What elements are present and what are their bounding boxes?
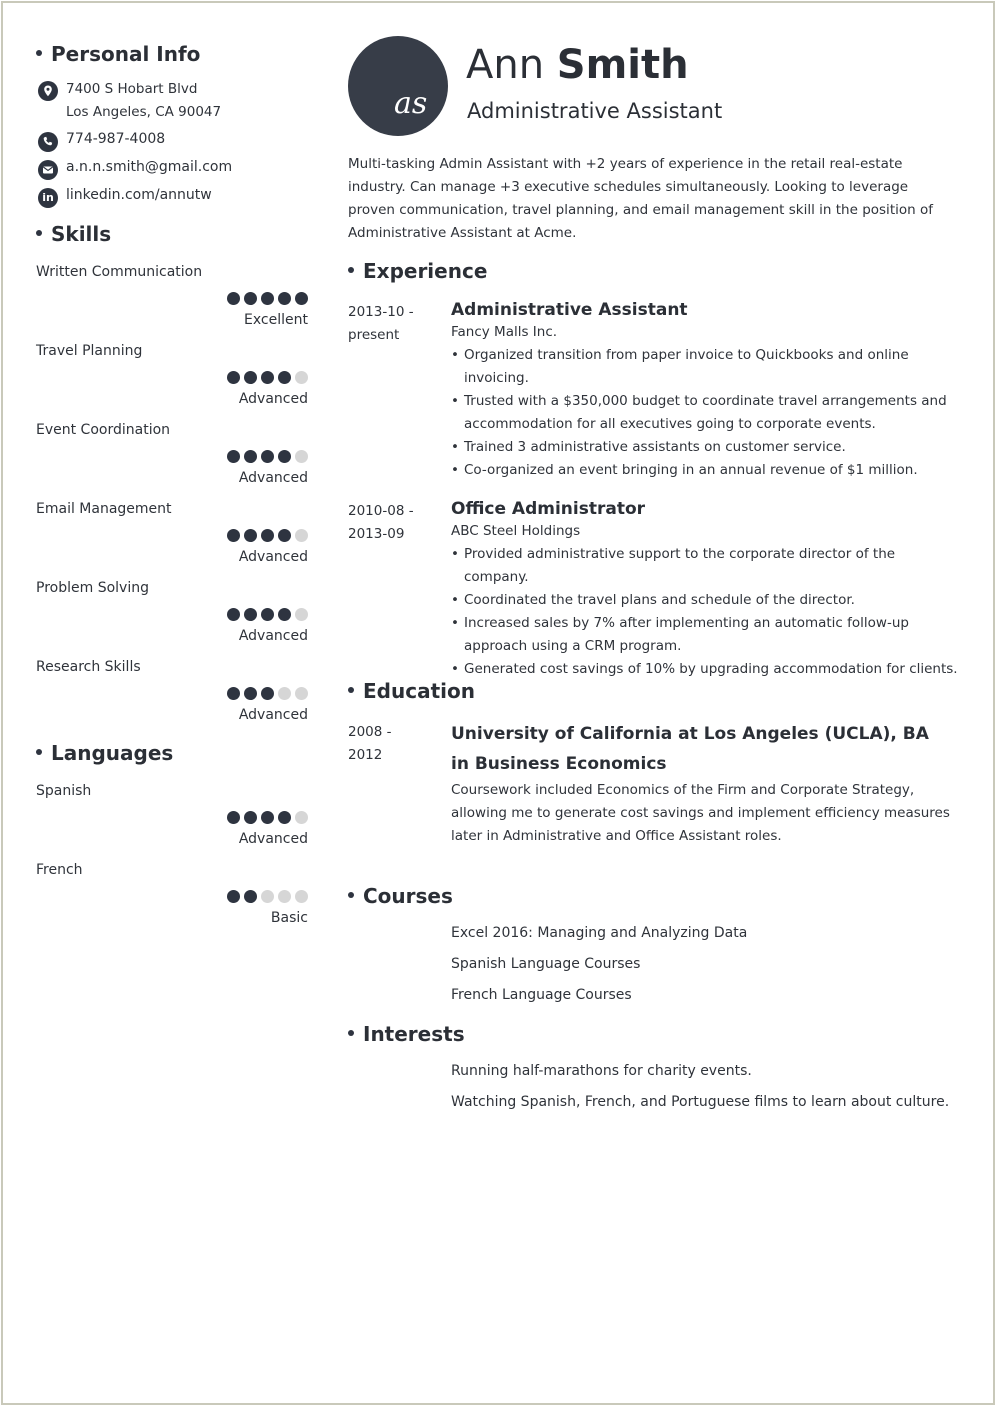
list-item: • Trained 3 administrative assistants on customer service. xyxy=(451,436,961,459)
rating-dot-filled xyxy=(244,292,257,305)
rating-dot-filled xyxy=(261,292,274,305)
rating-dot-empty xyxy=(295,608,308,621)
education-date-end: 2012 xyxy=(348,747,383,763)
skill-rating xyxy=(223,290,308,309)
skill-name: Written Communication xyxy=(36,264,203,280)
avatar xyxy=(348,36,448,136)
last-name: Smith xyxy=(556,42,689,88)
job-date-end: 2013-09 xyxy=(348,526,405,542)
job-position: Office Administrator xyxy=(451,499,646,519)
list-item: • Co-organized an event bringing in an annual revenue of $1 million. xyxy=(451,459,961,482)
list-item: • Increased sales by 7% after implementing an automatic follow-up approach using a CRM program. xyxy=(451,612,961,658)
skill-item xyxy=(36,264,308,343)
skill-rating xyxy=(223,606,308,625)
language-item xyxy=(36,862,308,941)
rating-dot-filled xyxy=(227,292,240,305)
job-bullets xyxy=(451,344,961,482)
rating-dot-filled xyxy=(244,608,257,621)
address-line-2: Los Angeles, CA 90047 xyxy=(66,104,222,120)
location-pin-icon xyxy=(38,81,58,101)
rating-dot-empty xyxy=(278,687,291,700)
skill-name: Email Management xyxy=(36,501,172,517)
list-item: • Provided administrative support to the corporate director of the company. xyxy=(451,543,961,589)
courses-heading: Courses xyxy=(348,884,453,908)
list-item: • Coordinated the travel plans and schedule of the director. xyxy=(451,589,961,612)
skill-rating xyxy=(223,369,308,388)
rating-dot-filled xyxy=(227,811,240,824)
rating-dot-filled xyxy=(244,371,257,384)
rating-dot-filled xyxy=(261,687,274,700)
skill-level: Excellent xyxy=(244,312,308,328)
address xyxy=(66,78,221,124)
skill-level: Advanced xyxy=(238,628,308,644)
language-name: French xyxy=(36,862,83,878)
rating-dot-filled xyxy=(278,450,291,463)
rating-dot-filled xyxy=(261,811,274,824)
skill-item xyxy=(36,343,308,422)
skill-rating xyxy=(223,685,308,704)
education-description: Coursework included Economics of the Firm and Corporate Strategy, allowing me to generate cost savings and implement efficiency measures later in Administrative and Office Assistant roles. xyxy=(451,782,950,844)
skill-item xyxy=(36,659,308,738)
rating-dot-filled xyxy=(244,687,257,700)
heading-bullet-icon xyxy=(36,749,42,755)
rating-dot-filled xyxy=(227,450,240,463)
heading-bullet-icon xyxy=(348,892,354,898)
job-entry xyxy=(451,499,961,681)
rating-dot-filled xyxy=(227,529,240,542)
rating-dot-filled xyxy=(278,292,291,305)
address-line-1: 7400 S Hobart Blvd xyxy=(66,81,198,97)
full-name xyxy=(466,42,689,88)
rating-dot-filled xyxy=(227,608,240,621)
avatar-initials: as xyxy=(394,86,428,121)
rating-dot-empty xyxy=(295,890,308,903)
skill-name: Travel Planning xyxy=(36,343,143,359)
linkedin-icon: in xyxy=(38,188,58,208)
skill-rating xyxy=(223,527,308,546)
job-company: Fancy Malls Inc. xyxy=(451,324,558,340)
personal-info-heading: Personal Info xyxy=(36,42,200,66)
job-company: ABC Steel Holdings xyxy=(451,523,581,539)
skill-item xyxy=(36,501,308,580)
language-level: Advanced xyxy=(238,831,308,847)
rating-dot-filled xyxy=(244,529,257,542)
heading-bullet-icon xyxy=(36,230,42,236)
skill-level: Advanced xyxy=(238,549,308,565)
skill-name: Problem Solving xyxy=(36,580,149,596)
rating-dot-empty xyxy=(295,450,308,463)
rating-dot-filled xyxy=(295,292,308,305)
rating-dot-filled xyxy=(244,890,257,903)
heading-bullet-icon xyxy=(348,267,354,273)
education-heading: Education xyxy=(348,679,475,703)
email-icon xyxy=(38,160,58,180)
rating-dot-empty xyxy=(295,687,308,700)
rating-dot-empty xyxy=(295,811,308,824)
rating-dot-filled xyxy=(278,371,291,384)
language-level: Basic xyxy=(270,910,308,926)
rating-dot-filled xyxy=(261,371,274,384)
rating-dot-filled xyxy=(261,608,274,621)
skill-rating xyxy=(223,448,308,467)
rating-dot-filled xyxy=(227,890,240,903)
phone-icon xyxy=(38,132,58,152)
job-dates xyxy=(348,500,414,546)
list-item: Excel 2016: Managing and Analyzing Data xyxy=(451,925,748,941)
skill-level: Advanced xyxy=(238,707,308,723)
skill-level: Advanced xyxy=(238,391,308,407)
job-date-start: 2010-08 - xyxy=(348,503,414,519)
phone: 774-987-4008 xyxy=(66,131,166,147)
rating-dot-filled xyxy=(278,811,291,824)
heading-bullet-icon xyxy=(348,1030,354,1036)
education-degree: University of California at Los Angeles (UCLA), BA in Business Economics xyxy=(451,724,929,774)
skill-item xyxy=(36,580,308,659)
list-item: Watching Spanish, French, and Portuguese films to learn about culture. xyxy=(451,1094,950,1110)
list-item: Spanish Language Courses xyxy=(451,956,641,972)
education-dates xyxy=(348,721,392,767)
job-title: Administrative Assistant xyxy=(467,99,723,123)
rating-dot-filled xyxy=(261,529,274,542)
skills-heading: Skills xyxy=(36,222,111,246)
rating-dot-empty xyxy=(261,890,274,903)
language-rating xyxy=(223,809,308,828)
heading-bullet-icon xyxy=(348,687,354,693)
list-item: • Organized transition from paper invoice to Quickbooks and online invoicing. xyxy=(451,344,961,390)
job-entry xyxy=(451,300,961,482)
rating-dot-filled xyxy=(261,450,274,463)
heading-bullet-icon xyxy=(36,50,42,56)
rating-dot-filled xyxy=(227,687,240,700)
rating-dot-empty xyxy=(278,890,291,903)
rating-dot-empty xyxy=(295,371,308,384)
rating-dot-empty xyxy=(295,529,308,542)
interests-heading: Interests xyxy=(348,1022,465,1046)
language-rating xyxy=(223,888,308,907)
language-item xyxy=(36,783,308,862)
rating-dot-filled xyxy=(244,811,257,824)
language-name: Spanish xyxy=(36,783,92,799)
skill-level: Advanced xyxy=(238,470,308,486)
job-dates xyxy=(348,301,414,347)
linkedin-url: linkedin.com/annutw xyxy=(66,187,212,203)
languages-heading: Languages xyxy=(36,741,173,765)
education-date-start: 2008 - xyxy=(348,724,392,740)
rating-dot-filled xyxy=(227,371,240,384)
first-name: Ann xyxy=(466,42,545,88)
skill-name: Research Skills xyxy=(36,659,141,675)
job-bullets xyxy=(451,543,961,681)
job-position: Administrative Assistant xyxy=(451,300,688,320)
rating-dot-filled xyxy=(278,608,291,621)
summary: Multi-tasking Admin Assistant with +2 years of experience in the retail real-estate industry. Can manage +3 executive schedules simultaneously. Looking to leverage proven communication, travel planning, and email management skill in the position of Administrative Assistant at Acme. xyxy=(348,156,933,241)
email: a.n.n.smith@gmail.com xyxy=(66,159,233,175)
skill-name: Event Coordination xyxy=(36,422,171,438)
list-item: • Generated cost savings of 10% by upgrading accommodation for clients. xyxy=(451,658,961,681)
rating-dot-filled xyxy=(244,450,257,463)
job-date-end: present xyxy=(348,327,400,343)
job-date-start: 2013-10 - xyxy=(348,304,414,320)
skill-item xyxy=(36,422,308,501)
experience-heading: Experience xyxy=(348,259,487,283)
education-entry xyxy=(451,719,951,848)
list-item: French Language Courses xyxy=(451,987,632,1003)
list-item: • Trusted with a $350,000 budget to coordinate travel arrangements and accommodation for all executives going to corporate events. xyxy=(451,390,961,436)
rating-dot-filled xyxy=(278,529,291,542)
list-item: Running half-marathons for charity events. xyxy=(451,1063,752,1079)
